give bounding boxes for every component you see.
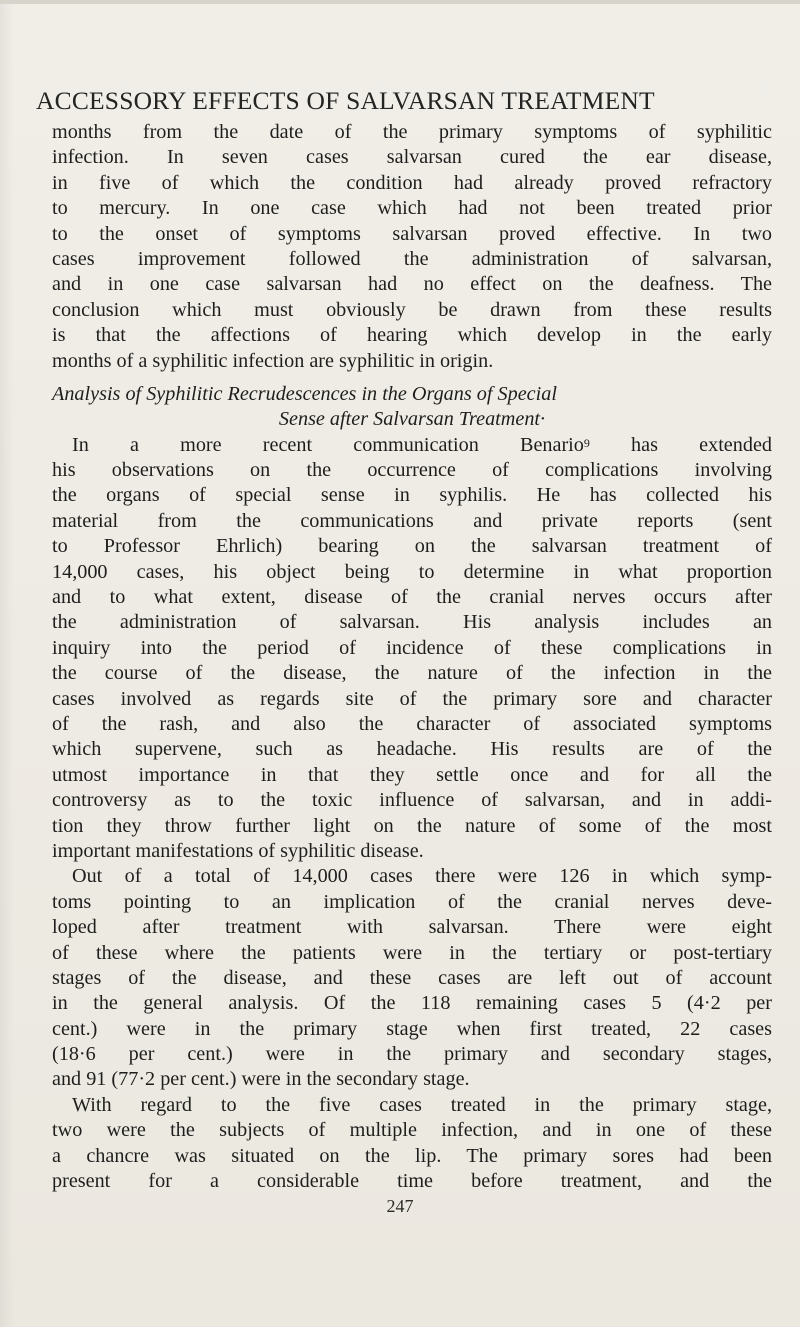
text-line: his observations on the occurrence of complications involving bbox=[52, 459, 772, 482]
text-line: conclusion which must obviously be drawn from these results bbox=[52, 298, 772, 321]
page-number: 247 bbox=[386, 1196, 414, 1216]
paragraph-2 bbox=[52, 433, 772, 865]
text-line: stages of the disease, and these cases are left out of account bbox=[52, 966, 772, 989]
text-line: in five of which the condition had already proved refractory bbox=[52, 171, 772, 194]
text-line: Out of a total of 14,000 cases there were 126 in which symp- bbox=[72, 865, 772, 888]
text-line: is that the affections of hearing which develop in the early bbox=[52, 324, 772, 347]
text-line: cases improvement followed the administration of salvarsan, bbox=[52, 247, 772, 270]
text-line: utmost importance in that they settle once and for all the bbox=[52, 763, 772, 786]
text-line: cent.) were in the primary stage when first treated, 22 cases bbox=[52, 1017, 772, 1040]
text-line: and 91 (77·2 per cent.) were in the secondary stage. bbox=[52, 1068, 470, 1091]
text-fragment: has extended bbox=[589, 433, 772, 456]
text-line: months of a syphilitic infection are syphilitic in origin. bbox=[52, 349, 494, 372]
paragraph-1 bbox=[52, 120, 772, 374]
text-line: important manifestations of syphilitic disease. bbox=[52, 839, 424, 862]
text-line: infection. In seven cases salvarsan cured the ear disease, bbox=[52, 146, 772, 169]
text-line: inquiry into the period of incidence of these complications in bbox=[52, 636, 772, 659]
text-line: of the rash, and also the character of associated symptoms bbox=[52, 712, 772, 735]
text-line: a chancre was situated on the lip. The primary sores had been bbox=[52, 1144, 772, 1167]
text-line: cases involved as regards site of the primary sore and character bbox=[52, 687, 772, 710]
running-head: ACCESSORY EFFECTS OF SALVARSAN TREATMENT bbox=[36, 86, 655, 115]
text-line: With regard to the five cases treated in the primary stage, bbox=[72, 1093, 772, 1116]
text-line bbox=[52, 433, 772, 458]
text-line: 14,000 cases, his object being to determine in what proportion bbox=[52, 560, 772, 583]
text-line: toms pointing to an implication of the cranial nerves deve- bbox=[52, 890, 772, 913]
text-line: of these where the patients were in the tertiary or post-tertiary bbox=[52, 941, 772, 964]
reference-number: 9 bbox=[583, 435, 590, 450]
text-line: two were the subjects of multiple infection, and in one of these bbox=[52, 1119, 772, 1142]
page-top-edge bbox=[0, 0, 800, 4]
paragraph-4 bbox=[52, 1093, 772, 1195]
section-heading bbox=[52, 382, 772, 433]
text-line: months from the date of the primary symptoms of syphilitic bbox=[52, 121, 772, 143]
paragraph-3 bbox=[52, 864, 772, 1093]
section-heading-line: Analysis of Syphilitic Recrudescences in the Organs of Special bbox=[52, 382, 557, 405]
body-text bbox=[52, 120, 772, 1194]
text-line: and in one case salvarsan had no effect on the deafness. The bbox=[52, 273, 772, 296]
text-line: tion they throw further light on the nature of some of the most bbox=[52, 814, 772, 837]
text-line: and to what extent, disease of the cranial nerves occurs after bbox=[52, 586, 772, 609]
text-line: the administration of salvarsan. His analysis includes an bbox=[52, 611, 772, 634]
text-fragment: In a more recent communication Benario bbox=[72, 433, 584, 456]
text-line: material from the communications and private reports (sent bbox=[52, 509, 772, 532]
text-line: present for a considerable time before treatment, and the bbox=[52, 1170, 772, 1193]
section-heading-line: Sense after Salvarsan Treatment· bbox=[278, 408, 546, 431]
text-line: (18·6 per cent.) were in the primary and secondary stages, bbox=[52, 1043, 772, 1066]
text-line: to the onset of symptoms salvarsan proved effective. In two bbox=[52, 222, 772, 245]
text-line: which supervene, such as headache. His results are of the bbox=[52, 738, 772, 761]
text-line: the course of the disease, the nature of the infection in the bbox=[52, 662, 772, 685]
text-line: controversy as to the toxic influence of salvarsan, and in addi- bbox=[52, 789, 772, 812]
text-line: to mercury. In one case which had not been treated prior bbox=[52, 197, 772, 220]
text-line: in the general analysis. Of the 118 remaining cases 5 (4·2 per bbox=[52, 992, 772, 1015]
text-line: the organs of special sense in syphilis. He has collected his bbox=[52, 484, 772, 507]
text-line: loped after treatment with salvarsan. There were eight bbox=[52, 916, 772, 939]
text-line: to Professor Ehrlich) bearing on the salvarsan treatment of bbox=[52, 535, 772, 558]
